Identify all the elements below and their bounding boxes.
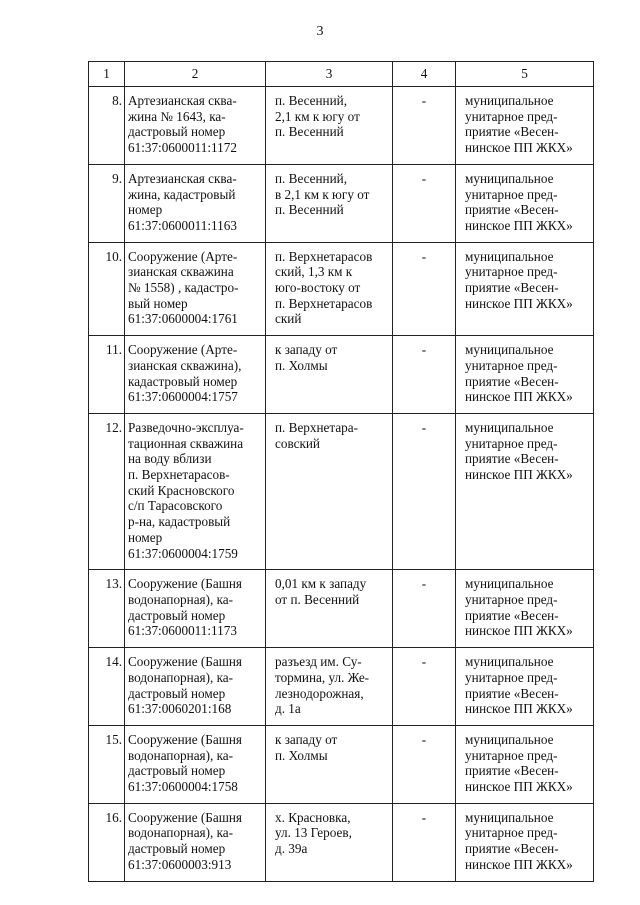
object-description: Сооружение (Башня водонапорная), ка- дастровый номер 61:37:0600004:1758 (125, 725, 266, 803)
owner-name: муниципальное унитарное пред- приятие «Весен- нинское ПП ЖКХ» (456, 570, 594, 648)
page-number: 3 (316, 24, 324, 39)
object-location: п. Весенний, 2,1 км к югу от п. Весенний (266, 87, 393, 165)
column-4-value: - (393, 87, 456, 165)
table-row (89, 336, 594, 414)
column-4-value: - (393, 164, 456, 242)
object-location: 0,01 км к западу от п. Весенний (266, 570, 393, 648)
row-number: 11. (89, 336, 125, 414)
object-location: п. Верхнетарасов ский, 1,3 км к юго-востоку от п. Верхнетарасов ский (266, 242, 393, 336)
table-row (89, 242, 594, 336)
table-row (89, 803, 594, 881)
table-row (89, 725, 594, 803)
row-number: 16. (89, 803, 125, 881)
table-row (89, 570, 594, 648)
object-description: Артезианская сква- жина, кадастровый номер 61:37:0600011:1163 (125, 164, 266, 242)
table-row (89, 164, 594, 242)
object-description: Разведочно-эксплуа- тационная скважина на воду вблизи п. Верхнетарасов- ский Красновского с/п Тарасовского р-на, кадастровый номер 61:37:0600004:1759 (125, 413, 266, 569)
column-header-description: 2 (125, 62, 266, 87)
object-location: п. Верхнетара- совский (266, 413, 393, 569)
owner-name: муниципальное унитарное пред- приятие «Весен- нинское ПП ЖКХ» (456, 648, 594, 726)
owner-name: муниципальное унитарное пред- приятие «Весен- нинское ПП ЖКХ» (456, 803, 594, 881)
object-description: Сооружение (Арте- зианская скважина), кадастровый номер 61:37:0600004:1757 (125, 336, 266, 414)
column-4-value: - (393, 413, 456, 569)
property-table (88, 61, 594, 882)
column-header-number: 1 (89, 62, 125, 87)
object-location: х. Красновка, ул. 13 Героев, д. 39а (266, 803, 393, 881)
column-4-value: - (393, 648, 456, 726)
owner-name: муниципальное унитарное пред- приятие «Весен- нинское ПП ЖКХ» (456, 413, 594, 569)
owner-name: муниципальное унитарное пред- приятие «Весен- нинское ПП ЖКХ» (456, 87, 594, 165)
object-description: Сооружение (Башня водонапорная), ка- дастровый номер 61:37:0600003:913 (125, 803, 266, 881)
table-row (89, 87, 594, 165)
object-location: к западу от п. Холмы (266, 725, 393, 803)
owner-name: муниципальное унитарное пред- приятие «Весен- нинское ПП ЖКХ» (456, 725, 594, 803)
table-row (89, 648, 594, 726)
object-description: Артезианская сква- жина № 1643, ка- дастровый номер 61:37:0600011:1172 (125, 87, 266, 165)
column-4-value: - (393, 242, 456, 336)
row-number: 10. (89, 242, 125, 336)
owner-name: муниципальное унитарное пред- приятие «Весен- нинское ПП ЖКХ» (456, 164, 594, 242)
object-description: Сооружение (Башня водонапорная), ка- дастровый номер 61:37:0600011:1173 (125, 570, 266, 648)
object-location: к западу от п. Холмы (266, 336, 393, 414)
column-header-owner: 5 (456, 62, 594, 87)
owner-name: муниципальное унитарное пред- приятие «Весен- нинское ПП ЖКХ» (456, 242, 594, 336)
row-number: 12. (89, 413, 125, 569)
table-header-row (89, 62, 594, 87)
column-4-value: - (393, 336, 456, 414)
row-number: 9. (89, 164, 125, 242)
column-header-4: 4 (393, 62, 456, 87)
object-location: разъезд им. Су- тормина, ул. Же- лезнодорожная, д. 1а (266, 648, 393, 726)
object-description: Сооружение (Башня водонапорная), ка- дастровый номер 61:37:0060201:168 (125, 648, 266, 726)
column-4-value: - (393, 570, 456, 648)
column-4-value: - (393, 725, 456, 803)
object-description: Сооружение (Арте- зианская скважина № 1558) , кадастро- вый номер 61:37:0600004:1761 (125, 242, 266, 336)
owner-name: муниципальное унитарное пред- приятие «Весен- нинское ПП ЖКХ» (456, 336, 594, 414)
table-row (89, 413, 594, 569)
column-4-value: - (393, 803, 456, 881)
row-number: 8. (89, 87, 125, 165)
row-number: 15. (89, 725, 125, 803)
row-number: 14. (89, 648, 125, 726)
column-header-location: 3 (266, 62, 393, 87)
object-location: п. Весенний, в 2,1 км к югу от п. Весенний (266, 164, 393, 242)
row-number: 13. (89, 570, 125, 648)
